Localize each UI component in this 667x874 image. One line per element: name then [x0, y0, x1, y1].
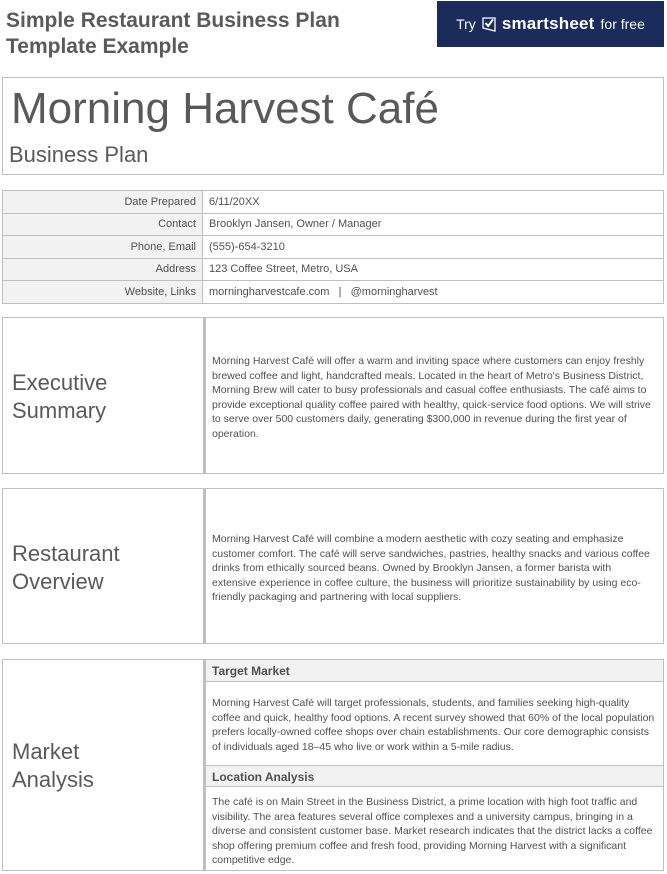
section-heading [12, 738, 94, 794]
target-market-body: Morning Harvest Café will target professionals, students, and families seeking high-quality coffee and quick, healthy food options. A recent survey showed that 60% of the local population prefers locally-owned coffee shops over chain establishments. Our core demographic consists of individuals aged 18–45 who live or work within a 5-mile radius. [212, 697, 655, 753]
section-heading [12, 540, 120, 596]
heading-line: Executive [12, 370, 108, 395]
info-value: (555)-654-3210 [203, 236, 664, 259]
executive-summary-section [2, 317, 664, 474]
section-body: Morning Harvest Café will offer a warm and inviting space where customers can enjoy freshly brewed coffee and light, handcrafted meals. Located in the heart of Metro's Business District, Morning Brew will cater to busy professionals and casual coffee enthusiasts. The café aims to provide exceptional quality coffee paired with healthy, quick-service food options. We will strive to serve over 500 customers daily, generating $300,000 in revenue during the first year of operation. [212, 355, 651, 440]
table-row [3, 191, 664, 214]
cafe-name: Morning Harvest Café [11, 84, 439, 133]
section-heading [12, 369, 107, 425]
table-row [3, 213, 664, 236]
info-label: Phone, Email [3, 236, 203, 259]
section-label-column [3, 318, 206, 473]
restaurant-overview-section [2, 488, 664, 644]
page-title: Simple Restaurant Business Plan Template Example [6, 9, 340, 58]
info-label: Date Prepared [3, 191, 203, 214]
info-table [2, 190, 664, 304]
heading-line: Market [12, 739, 80, 764]
header-box [2, 77, 664, 175]
banner-try: Try [456, 16, 476, 32]
table-row [3, 281, 664, 304]
market-analysis-section [2, 659, 664, 871]
location-analysis-subheading: Location Analysis [206, 765, 663, 787]
heading-line: Overview [12, 569, 104, 594]
table-row [3, 236, 664, 259]
smartsheet-banner[interactable] [437, 1, 664, 47]
info-value: 123 Coffee Street, Metro, USA [203, 258, 664, 281]
target-market-subheading: Target Market [206, 660, 663, 682]
heading-line: Analysis [12, 767, 94, 792]
info-value: 6/11/20XX [203, 191, 664, 214]
document-subtitle: Business Plan [9, 142, 149, 167]
heading-line: Summary [12, 398, 107, 423]
smartsheet-logo-icon [482, 16, 496, 32]
heading-line: Restaurant [12, 541, 120, 566]
section-label-column [3, 660, 206, 870]
info-value: Brooklyn Jansen, Owner / Manager [203, 213, 664, 236]
table-row [3, 258, 664, 281]
location-analysis-body: The café is on Main Street in the Business District, a prime location with high foot traffic and visibility. The area features several office complexes and a university campus, bringing in a diverse and consistent customer base. Market research indicates that the district lacks a coffee shop offering premium coffee and fresh food, providing Morning Harvest with a significant competitive edge. [212, 796, 653, 866]
info-label: Address [3, 258, 203, 281]
info-value: morningharvestcafe.com | @morningharvest [203, 281, 664, 304]
banner-suffix: for free [600, 16, 645, 32]
section-body: Morning Harvest Café will combine a modern aesthetic with cozy seating and emphasize customer comfort. The café will serve sandwiches, pastries, healthy snacks and various coffee drinks from ethically sourced beans. Owned by Brooklyn Jansen, a former barista with extensive experience in coffee culture, the business will prioritize sustainability by using eco-friendly packaging and partnering with local suppliers. [212, 533, 650, 603]
section-label-column [3, 489, 206, 643]
info-label: Website, Links [3, 281, 203, 304]
banner-brand: smartsheet [501, 14, 595, 33]
info-label: Contact [3, 213, 203, 236]
